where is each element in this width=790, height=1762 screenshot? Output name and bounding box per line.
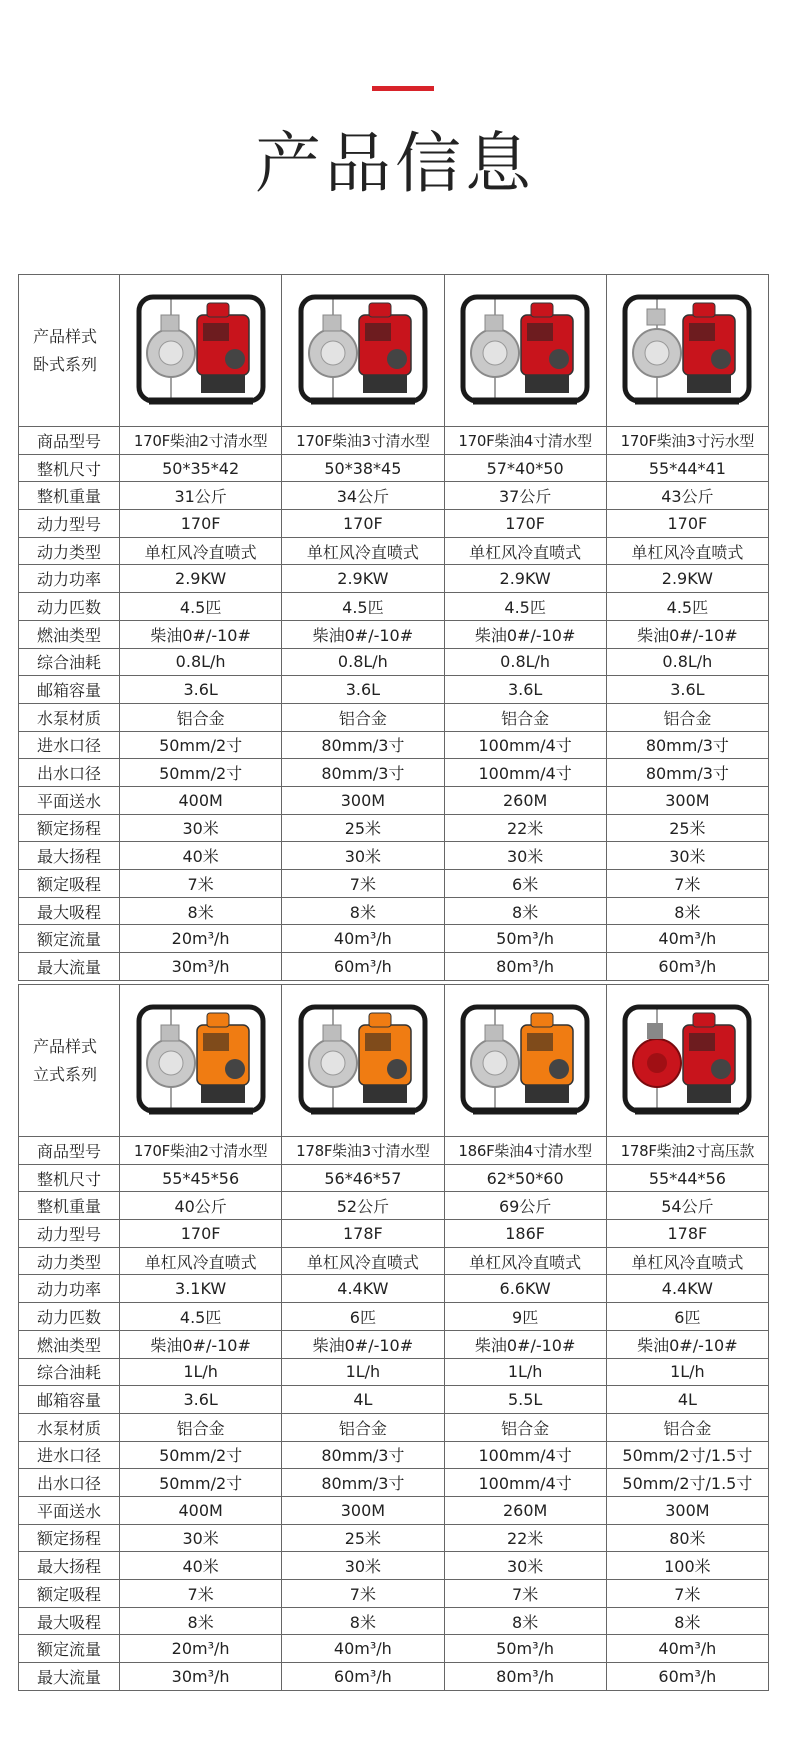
table-row [19, 1635, 769, 1663]
row-label: 最大扬程 [19, 842, 120, 870]
table-row [19, 1524, 769, 1552]
row-label: 商品型号 [19, 427, 120, 455]
spec-value-cell: 50m³/h [444, 1635, 606, 1663]
spec-value-cell: 56*46*57 [282, 1164, 444, 1192]
spec-value-cell: 8米 [282, 1607, 444, 1635]
spec-value-cell: 30米 [444, 1552, 606, 1580]
spec-value-cell: 40米 [120, 842, 282, 870]
model-name-cell: 186F柴油4寸清水型 [444, 1137, 606, 1165]
table-row [19, 1580, 769, 1608]
table-row [19, 1663, 769, 1691]
spec-value-cell: 37公斤 [444, 482, 606, 510]
table-row [19, 1552, 769, 1580]
orange-pump-icon [293, 997, 433, 1125]
spec-value-cell: 80mm/3寸 [282, 1469, 444, 1497]
table-row [19, 454, 769, 482]
spec-value-cell: 25米 [606, 814, 768, 842]
row-label: 出水口径 [19, 759, 120, 787]
spec-value-cell: 单杠风冷直喷式 [606, 1247, 768, 1275]
spec-value-cell: 单杠风冷直喷式 [120, 1247, 282, 1275]
table-row [19, 593, 769, 621]
table-row [19, 925, 769, 953]
row-label: 平面送水 [19, 1496, 120, 1524]
spec-value-cell: 1L/h [606, 1358, 768, 1386]
spec-value-cell: 单杠风冷直喷式 [282, 1247, 444, 1275]
orange-pump-icon [455, 997, 595, 1125]
table-row [19, 1386, 769, 1414]
row-label: 邮箱容量 [19, 1386, 120, 1414]
spec-value-cell: 2.9KW [282, 565, 444, 593]
spec-value-cell: 4L [606, 1386, 768, 1414]
spec-value-cell: 8米 [606, 1607, 768, 1635]
spec-value-cell: 43公斤 [606, 482, 768, 510]
product-image-cell [606, 275, 768, 427]
product-image-cell [606, 985, 768, 1137]
spec-value-cell: 柴油0#/-10# [606, 620, 768, 648]
spec-value-cell: 7米 [606, 1580, 768, 1608]
product-image-cell [282, 985, 444, 1137]
table-row [19, 427, 769, 455]
spec-value-cell: 柴油0#/-10# [606, 1330, 768, 1358]
spec-value-cell: 1L/h [120, 1358, 282, 1386]
spec-value-cell: 40m³/h [606, 1635, 768, 1663]
spec-value-cell: 300M [282, 1496, 444, 1524]
spec-value-cell: 30m³/h [120, 1663, 282, 1691]
spec-value-cell: 铝合金 [120, 703, 282, 731]
row-label: 动力型号 [19, 1220, 120, 1248]
table-row [19, 1469, 769, 1497]
table-row [19, 1220, 769, 1248]
spec-value-cell: 铝合金 [120, 1413, 282, 1441]
spec-value-cell: 300M [606, 1496, 768, 1524]
row-label: 最大扬程 [19, 1552, 120, 1580]
spec-value-cell: 30米 [282, 1552, 444, 1580]
spec-value-cell: 55*44*56 [606, 1164, 768, 1192]
spec-table-vertical [18, 984, 769, 1691]
product-image-cell [444, 275, 606, 427]
table-row [19, 786, 769, 814]
spec-value-cell: 60m³/h [282, 953, 444, 981]
model-name-cell: 170F柴油3寸清水型 [282, 427, 444, 455]
table-row [19, 482, 769, 510]
table-row [19, 1413, 769, 1441]
spec-value-cell: 50*38*45 [282, 454, 444, 482]
spec-value-cell: 1L/h [444, 1358, 606, 1386]
product-image-row [19, 985, 769, 1137]
spec-value-cell: 3.1KW [120, 1275, 282, 1303]
spec-value-cell: 50m³/h [444, 925, 606, 953]
spec-value-cell: 50*35*42 [120, 454, 282, 482]
model-name-cell: 178F柴油3寸清水型 [282, 1137, 444, 1165]
row-label: 动力功率 [19, 565, 120, 593]
row-label: 整机尺寸 [19, 1164, 120, 1192]
spec-value-cell: 300M [606, 786, 768, 814]
spec-value-cell: 60m³/h [606, 953, 768, 981]
spec-value-cell: 3.6L [444, 676, 606, 704]
spec-value-cell: 30米 [120, 1524, 282, 1552]
spec-value-cell: 260M [444, 1496, 606, 1524]
spec-value-cell: 铝合金 [606, 1413, 768, 1441]
spec-value-cell: 铝合金 [282, 703, 444, 731]
row-label: 额定流量 [19, 925, 120, 953]
product-image-cell [282, 275, 444, 427]
spec-value-cell: 铝合金 [444, 1413, 606, 1441]
spec-value-cell: 柴油0#/-10# [282, 620, 444, 648]
table-row [19, 731, 769, 759]
table-row [19, 1607, 769, 1635]
spec-value-cell: 7米 [606, 870, 768, 898]
table-row [19, 648, 769, 676]
series-label-line1: 产品样式 [33, 1036, 98, 1056]
spec-value-cell: 400M [120, 786, 282, 814]
spec-value-cell: 4.4KW [282, 1275, 444, 1303]
spec-value-cell: 3.6L [120, 1386, 282, 1414]
spec-value-cell: 62*50*60 [444, 1164, 606, 1192]
spec-value-cell: 60m³/h [606, 1663, 768, 1691]
spec-value-cell: 30米 [606, 842, 768, 870]
row-label: 综合油耗 [19, 648, 120, 676]
title-accent-bar [372, 86, 434, 91]
spec-value-cell: 100米 [606, 1552, 768, 1580]
spec-value-cell: 单杠风冷直喷式 [444, 537, 606, 565]
series-label [19, 985, 120, 1137]
spec-value-cell: 柴油0#/-10# [444, 620, 606, 648]
spec-value-cell: 80mm/3寸 [606, 731, 768, 759]
spec-value-cell: 柴油0#/-10# [120, 620, 282, 648]
spec-value-cell: 铝合金 [444, 703, 606, 731]
row-label: 最大吸程 [19, 897, 120, 925]
spec-value-cell: 69公斤 [444, 1192, 606, 1220]
spec-value-cell: 50mm/2寸/1.5寸 [606, 1441, 768, 1469]
series-label-line1: 产品样式 [33, 326, 98, 346]
table-row [19, 1247, 769, 1275]
spec-value-cell: 6匹 [606, 1303, 768, 1331]
table-row [19, 1496, 769, 1524]
red-high-pressure-pump-icon [617, 997, 757, 1125]
spec-value-cell: 60m³/h [282, 1663, 444, 1691]
spec-value-cell: 3.6L [120, 676, 282, 704]
row-label: 动力类型 [19, 537, 120, 565]
spec-value-cell: 单杠风冷直喷式 [120, 537, 282, 565]
table-row [19, 953, 769, 981]
table-row [19, 1137, 769, 1165]
table-row [19, 897, 769, 925]
series-label [19, 275, 120, 427]
spec-value-cell: 4.5匹 [120, 593, 282, 621]
series-label-line2: 立式系列 [33, 1064, 98, 1084]
spec-value-cell: 4.5匹 [282, 593, 444, 621]
table-row [19, 510, 769, 538]
spec-value-cell: 柴油0#/-10# [444, 1330, 606, 1358]
spec-value-cell: 50mm/2寸 [120, 1469, 282, 1497]
spec-value-cell: 7米 [444, 1580, 606, 1608]
red-pump-icon [293, 287, 433, 415]
spec-value-cell: 400M [120, 1496, 282, 1524]
spec-value-cell: 4L [282, 1386, 444, 1414]
series-label-line2: 卧式系列 [33, 354, 98, 374]
table-row [19, 1164, 769, 1192]
spec-value-cell: 178F [282, 1220, 444, 1248]
spec-value-cell: 50mm/2寸/1.5寸 [606, 1469, 768, 1497]
row-label: 燃油类型 [19, 1330, 120, 1358]
spec-value-cell: 8米 [444, 1607, 606, 1635]
spec-value-cell: 80m³/h [444, 953, 606, 981]
product-image-row [19, 275, 769, 427]
spec-value-cell: 6米 [444, 870, 606, 898]
spec-value-cell: 40米 [120, 1552, 282, 1580]
spec-value-cell: 34公斤 [282, 482, 444, 510]
spec-value-cell: 22米 [444, 814, 606, 842]
spec-value-cell: 3.6L [606, 676, 768, 704]
spec-value-cell: 8米 [120, 1607, 282, 1635]
table-row [19, 703, 769, 731]
spec-value-cell: 50mm/2寸 [120, 759, 282, 787]
row-label: 商品型号 [19, 1137, 120, 1165]
spec-value-cell: 31公斤 [120, 482, 282, 510]
spec-value-cell: 7米 [120, 870, 282, 898]
row-label: 最大吸程 [19, 1607, 120, 1635]
row-label: 燃油类型 [19, 620, 120, 648]
spec-value-cell: 6.6KW [444, 1275, 606, 1303]
row-label: 额定流量 [19, 1635, 120, 1663]
spec-value-cell: 4.5匹 [606, 593, 768, 621]
row-label: 最大流量 [19, 953, 120, 981]
spec-value-cell: 57*40*50 [444, 454, 606, 482]
table-row [19, 814, 769, 842]
spec-value-cell: 100mm/4寸 [444, 1469, 606, 1497]
spec-value-cell: 50mm/2寸 [120, 1441, 282, 1469]
spec-value-cell: 2.9KW [444, 565, 606, 593]
row-label: 进水口径 [19, 731, 120, 759]
spec-value-cell: 8米 [606, 897, 768, 925]
row-label: 综合油耗 [19, 1358, 120, 1386]
row-label: 平面送水 [19, 786, 120, 814]
spec-value-cell: 80mm/3寸 [282, 731, 444, 759]
spec-value-cell: 40m³/h [282, 925, 444, 953]
model-name-cell: 170F柴油3寸污水型 [606, 427, 768, 455]
spec-value-cell: 3.6L [282, 676, 444, 704]
spec-value-cell: 铝合金 [606, 703, 768, 731]
product-image-cell [444, 985, 606, 1137]
row-label: 动力功率 [19, 1275, 120, 1303]
row-label: 额定吸程 [19, 1580, 120, 1608]
spec-value-cell: 52公斤 [282, 1192, 444, 1220]
spec-value-cell: 30米 [282, 842, 444, 870]
spec-value-cell: 4.5匹 [444, 593, 606, 621]
row-label: 整机重量 [19, 482, 120, 510]
spec-value-cell: 80米 [606, 1524, 768, 1552]
spec-value-cell: 40公斤 [120, 1192, 282, 1220]
row-label: 动力类型 [19, 1247, 120, 1275]
spec-value-cell: 170F [120, 1220, 282, 1248]
spec-value-cell: 0.8L/h [120, 648, 282, 676]
spec-value-cell: 80mm/3寸 [282, 1441, 444, 1469]
red-trash-pump-icon [617, 287, 757, 415]
table-row [19, 1358, 769, 1386]
model-name-cell: 170F柴油2寸清水型 [120, 427, 282, 455]
row-label: 动力匹数 [19, 593, 120, 621]
row-label: 额定扬程 [19, 1524, 120, 1552]
spec-value-cell: 22米 [444, 1524, 606, 1552]
spec-value-cell: 80mm/3寸 [282, 759, 444, 787]
page-header [0, 0, 790, 274]
red-pump-icon [131, 287, 271, 415]
spec-value-cell: 300M [282, 786, 444, 814]
spec-value-cell: 8米 [120, 897, 282, 925]
spec-value-cell: 2.9KW [120, 565, 282, 593]
spec-value-cell: 55*45*56 [120, 1164, 282, 1192]
spec-value-cell: 260M [444, 786, 606, 814]
spec-value-cell: 55*44*41 [606, 454, 768, 482]
spec-value-cell: 8米 [282, 897, 444, 925]
table-row [19, 1330, 769, 1358]
spec-value-cell: 100mm/4寸 [444, 759, 606, 787]
row-label: 整机重量 [19, 1192, 120, 1220]
row-label: 邮箱容量 [19, 676, 120, 704]
spec-value-cell: 0.8L/h [606, 648, 768, 676]
spec-value-cell: 30米 [444, 842, 606, 870]
table-row [19, 1192, 769, 1220]
spec-value-cell: 30米 [120, 814, 282, 842]
product-image-cell [120, 985, 282, 1137]
table-row [19, 676, 769, 704]
table-row [19, 537, 769, 565]
spec-value-cell: 铝合金 [282, 1413, 444, 1441]
spec-value-cell: 7米 [282, 870, 444, 898]
spec-value-cell: 100mm/4寸 [444, 1441, 606, 1469]
spec-value-cell: 80m³/h [444, 1663, 606, 1691]
spec-value-cell: 单杠风冷直喷式 [444, 1247, 606, 1275]
orange-pump-icon [131, 997, 271, 1125]
table-row [19, 842, 769, 870]
spec-value-cell: 4.4KW [606, 1275, 768, 1303]
spec-value-cell: 170F [444, 510, 606, 538]
spec-value-cell: 80mm/3寸 [606, 759, 768, 787]
spec-value-cell: 单杠风冷直喷式 [282, 537, 444, 565]
red-pump-icon [455, 287, 595, 415]
row-label: 水泵材质 [19, 1413, 120, 1441]
row-label: 水泵材质 [19, 703, 120, 731]
spec-value-cell: 柴油0#/-10# [120, 1330, 282, 1358]
table-row [19, 1441, 769, 1469]
row-label: 额定吸程 [19, 870, 120, 898]
spec-value-cell: 4.5匹 [120, 1303, 282, 1331]
spec-value-cell: 2.9KW [606, 565, 768, 593]
spec-value-cell: 9匹 [444, 1303, 606, 1331]
spec-value-cell: 0.8L/h [444, 648, 606, 676]
spec-value-cell: 54公斤 [606, 1192, 768, 1220]
spec-value-cell: 6匹 [282, 1303, 444, 1331]
row-label: 动力型号 [19, 510, 120, 538]
table-row [19, 1275, 769, 1303]
row-label: 动力匹数 [19, 1303, 120, 1331]
spec-value-cell: 170F [120, 510, 282, 538]
spec-value-cell: 30m³/h [120, 953, 282, 981]
model-name-cell: 170F柴油4寸清水型 [444, 427, 606, 455]
spec-value-cell: 1L/h [282, 1358, 444, 1386]
spec-value-cell: 186F [444, 1220, 606, 1248]
spec-value-cell: 7米 [120, 1580, 282, 1608]
spec-value-cell: 170F [606, 510, 768, 538]
model-name-cell: 170F柴油2寸清水型 [120, 1137, 282, 1165]
spec-value-cell: 170F [282, 510, 444, 538]
table-row [19, 620, 769, 648]
spec-value-cell: 柴油0#/-10# [282, 1330, 444, 1358]
spec-value-cell: 8米 [444, 897, 606, 925]
spec-value-cell: 178F [606, 1220, 768, 1248]
spec-value-cell: 50mm/2寸 [120, 731, 282, 759]
spec-value-cell: 0.8L/h [282, 648, 444, 676]
spec-value-cell: 100mm/4寸 [444, 731, 606, 759]
spec-value-cell: 25米 [282, 1524, 444, 1552]
page-title: 产品信息 [255, 125, 535, 202]
row-label: 进水口径 [19, 1441, 120, 1469]
row-label: 出水口径 [19, 1469, 120, 1497]
table-row [19, 870, 769, 898]
spec-value-cell: 40m³/h [606, 925, 768, 953]
row-label: 整机尺寸 [19, 454, 120, 482]
spec-value-cell: 20m³/h [120, 925, 282, 953]
row-label: 最大流量 [19, 1663, 120, 1691]
spec-value-cell: 5.5L [444, 1386, 606, 1414]
spec-value-cell: 单杠风冷直喷式 [606, 537, 768, 565]
product-image-cell [120, 275, 282, 427]
spec-value-cell: 40m³/h [282, 1635, 444, 1663]
spec-table-horizontal [18, 274, 769, 981]
model-name-cell: 178F柴油2寸高压款 [606, 1137, 768, 1165]
row-label: 额定扬程 [19, 814, 120, 842]
spec-value-cell: 20m³/h [120, 1635, 282, 1663]
spec-value-cell: 25米 [282, 814, 444, 842]
spec-value-cell: 7米 [282, 1580, 444, 1608]
table-row [19, 565, 769, 593]
table-row [19, 759, 769, 787]
table-row [19, 1303, 769, 1331]
